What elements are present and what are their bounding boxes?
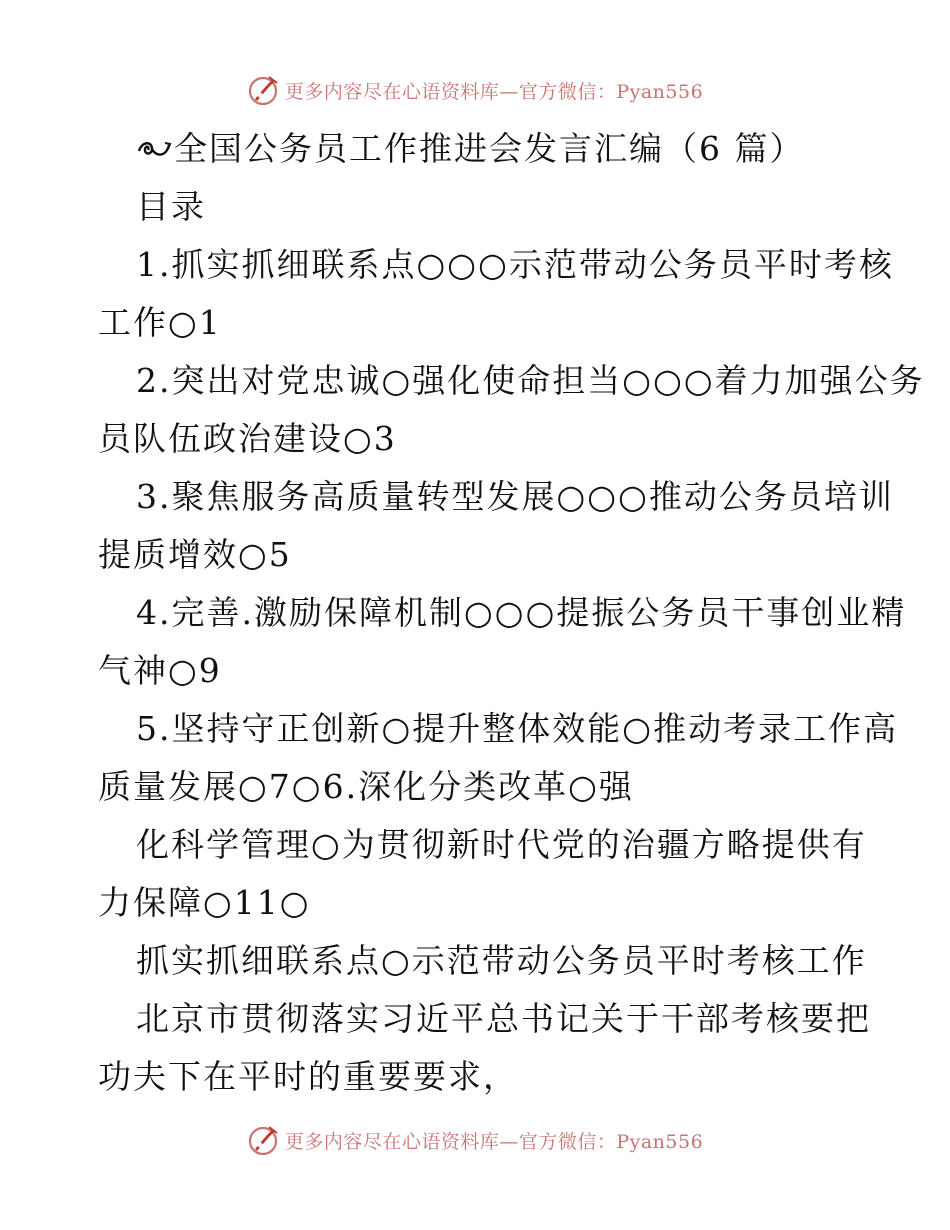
document-title: 全国公务员工作推进会发言汇编（6 篇） [174, 129, 805, 168]
pen-nib-seal-icon [247, 73, 281, 107]
document-title-line [98, 120, 858, 178]
body-line: 提质增效○5 [98, 535, 292, 574]
body-lines [98, 236, 925, 1106]
body-line: 化科学管理○为贯彻新时代党的治疆方略提供有 [136, 825, 867, 864]
body-line: 质量发展○7○6.深化分类改革○强 [98, 767, 634, 806]
toc-heading: 目录 [136, 187, 206, 226]
watermark-text: 更多内容尽在心语资料库—官方微信：Pyan556 [284, 80, 704, 103]
body-line: 1.抓实抓细联系点○○○示范带动公务员平时考核 [136, 245, 894, 284]
document-body [98, 120, 925, 1106]
footer-watermark [0, 1120, 950, 1160]
body-line: 3.聚焦服务高质量转型发展○○○推动公务员培训 [136, 477, 894, 516]
body-line: 气神○9 [98, 651, 222, 690]
body-line: 5.坚持守正创新○提升整体效能○推动考录工作高 [136, 709, 899, 748]
pen-nib-seal-icon [247, 1123, 281, 1157]
header-watermark [0, 70, 950, 110]
decorative-swirl-icon [136, 133, 172, 163]
body-line: 员队伍政治建设○3 [98, 419, 397, 458]
body-line: 北京市贯彻落实习近平总书记关于干部考核要把 [136, 999, 871, 1038]
body-line: 功夫下在平时的重要要求， [98, 1057, 518, 1096]
body-line: 2.突出对党忠诚○强化使命担当○○○着力加强公务 [136, 361, 925, 400]
body-line: 4.完善.激励保障机制○○○提振公务员干事创业精 [136, 593, 907, 632]
body-line: 工作○1 [98, 303, 222, 342]
body-line: 力保障○11○ [98, 883, 311, 922]
watermark-text: 更多内容尽在心语资料库—官方微信：Pyan556 [284, 1130, 704, 1153]
body-line: 抓实抓细联系点○示范带动公务员平时考核工作 [136, 941, 867, 980]
